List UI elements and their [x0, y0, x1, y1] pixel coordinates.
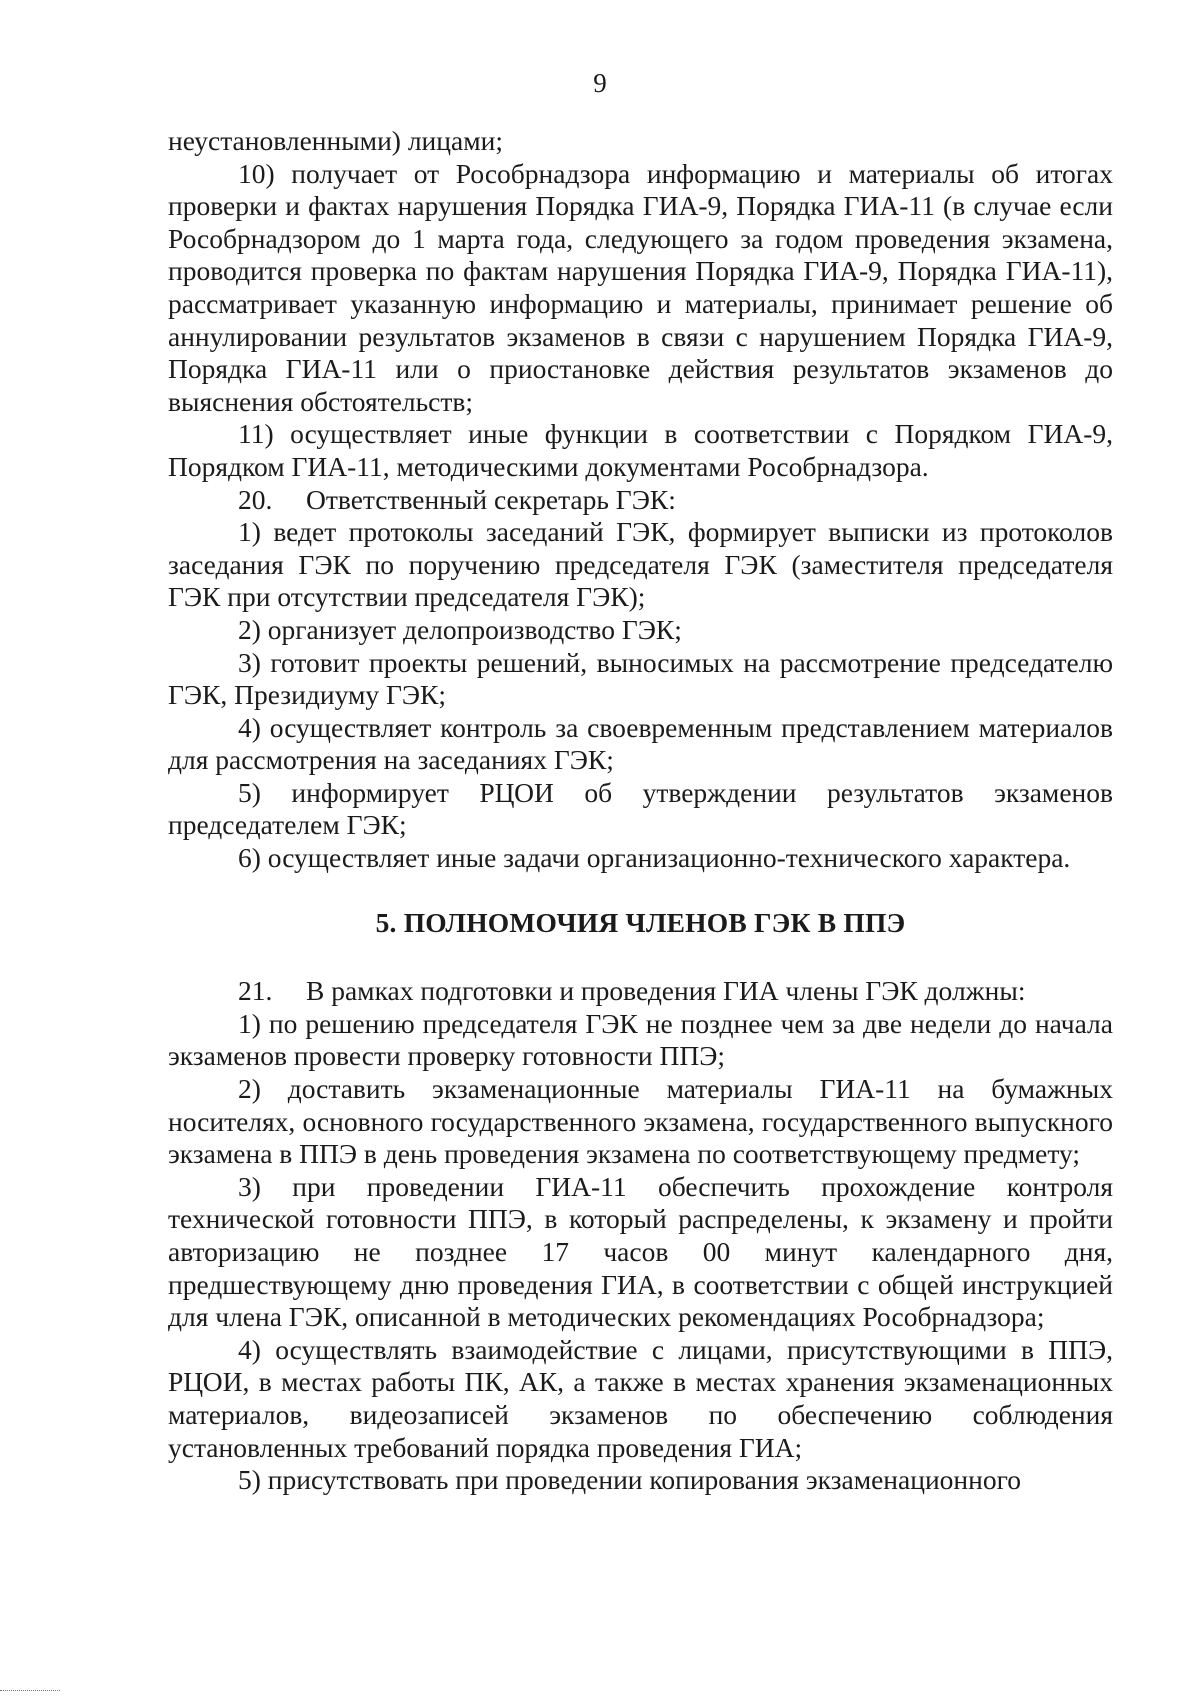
subclause: 5) присутствовать при проведении копирования экзаменационного — [238, 1464, 1021, 1496]
subclause: 4) осуществляет контроль за своевременным представлением материалов для рассмотрения на заседаниях ГЭК; — [168, 711, 1113, 776]
subclause: 6) осуществляет иные задачи организационно-технического характера. — [238, 842, 1071, 874]
subclause: 1) ведет протоколы заседаний ГЭК, формирует выписки из протоколов заседания ГЭК по поручению председателя ГЭК (заместителя председателя ГЭК при отсутствии председателя ГЭК); — [168, 516, 1113, 613]
clauses-secretary — [168, 125, 1113, 875]
clause-heading-text: В рамках подготовки и проведения ГИА члены ГЭК должны: — [306, 975, 1026, 1007]
page-number: 9 — [593, 68, 607, 98]
scan-edge-mark — [0, 1690, 60, 1692]
subclause: 4) осуществлять взаимодействие с лицами, присутствующими в ППЭ, РЦОИ, в местах работы ПК, АК, а также в местах хранения экзаменационных материалов, видеозаписей экзаменов по обеспечению соблюдения установленных требований порядка проведения ГИА; — [168, 1333, 1113, 1463]
clauses-members — [168, 975, 1113, 1497]
continued-text: неустановленными) лицами; — [168, 125, 503, 156]
document-body — [168, 125, 1113, 1497]
subclause: 5) информирует РЦОИ об утверждении результатов экзаменов председателем ГЭК; — [168, 776, 1113, 841]
subclause: 10) получает от Рособрнадзора информацию и материалы об итогах проверки и фактах нарушения Порядка ГИА-9, Порядка ГИА-11 (в случае если Рособрнадзором до 1 марта года, следующего за годом проведения экзамена, проводится проверка по фактам нарушения Порядка ГИА-9, Порядка ГИА-11), рассматривает указанную информацию и материалы, принимает решение об аннулировании результатов экзаменов в связи с нарушением Порядка ГИА-9, Порядка ГИА-11 или о приостановке действия результатов экзаменов до выяснения обстоятельств; — [168, 157, 1113, 417]
clause-heading-text: Ответственный секретарь ГЭК: — [306, 483, 676, 515]
subclause: 3) при проведении ГИА-11 обеспечить прохождение контроля технической готовности ППЭ, в который распределены, к экзамену и пройти авторизацию не позднее 17 часов 00 минут календарного дня, предшествующему дню проведения ГИА, в соответствии с общей инструкцией для члена ГЭК, описанной в методических рекомендациях Рособрнадзора; — [168, 1170, 1113, 1333]
clause-number: 20. — [238, 483, 273, 515]
subclause: 11) осуществляет иные функции в соответствии с Порядком ГИА-9, Порядком ГИА-11, методическими документами Рособрнадзора. — [168, 418, 1113, 482]
clause-heading — [168, 484, 1113, 517]
clause-number: 21. — [238, 975, 273, 1007]
subclause: 3) готовит проекты решений, выносимых на рассмотрение председателю ГЭК, Президиуму ГЭК; — [168, 646, 1113, 711]
subclause: 1) по решению председателя ГЭК не позднее чем за две недели до начала экзаменов провести проверку готовности ППЭ; — [168, 1007, 1113, 1072]
subclause: 2) доставить экзаменационные материалы ГИА-11 на бумажных носителях, основного государственного экзамена, государственного выпускного экзамена в ППЭ в день проведения экзамена по соответствующему предмету; — [168, 1073, 1113, 1170]
subclause: 2) организует делопроизводство ГЭК; — [238, 613, 682, 645]
clause-heading — [168, 975, 1113, 1008]
section-heading: 5. ПОЛНОМОЧИЯ ЧЛЕНОВ ГЭК В ППЭ — [375, 906, 906, 938]
